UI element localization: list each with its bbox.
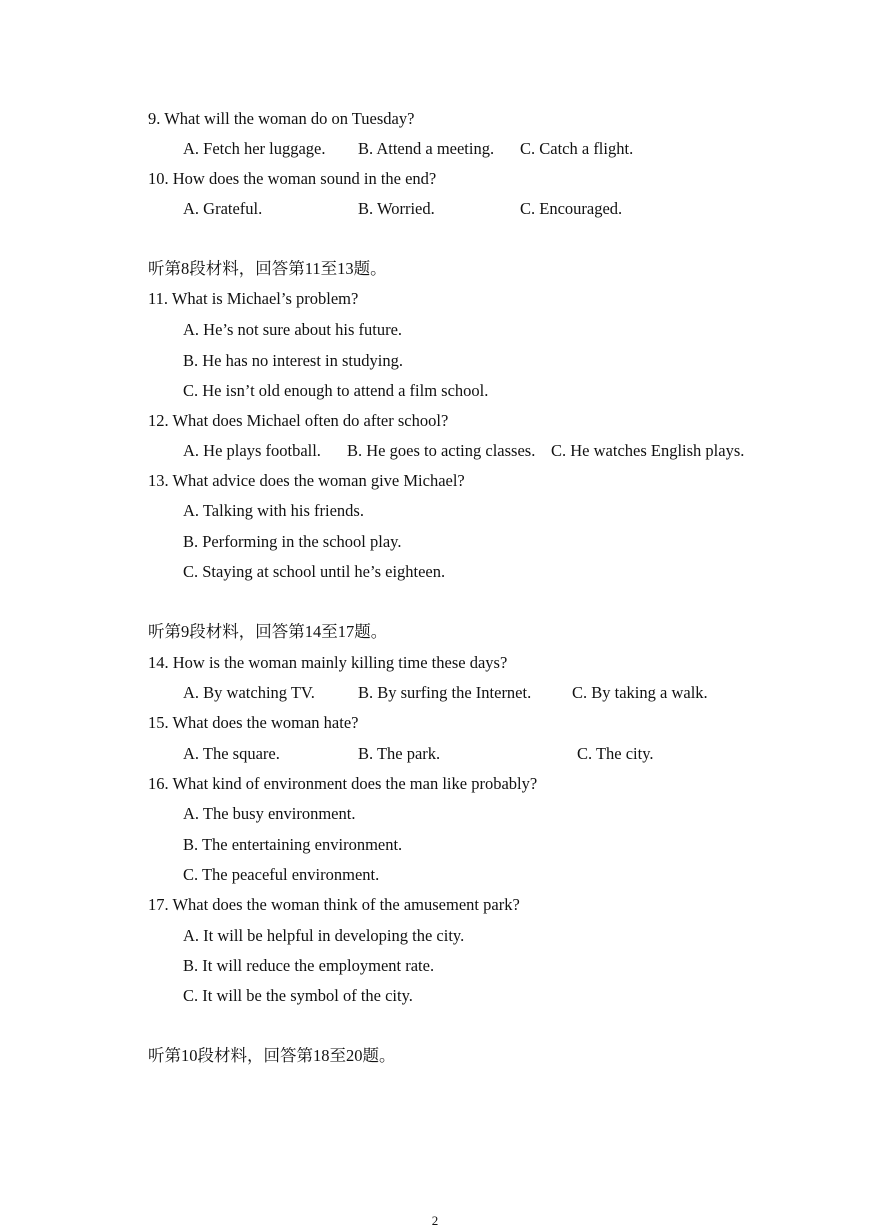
question-12: 12. What does Michael often do after school? [148, 411, 449, 430]
option-a: A. It will be helpful in developing the city. [183, 926, 465, 945]
option-b: B. The entertaining environment. [183, 835, 403, 854]
option-b: B. He goes to acting classes. [347, 441, 536, 460]
page-number: 2 [431, 1213, 439, 1228]
option-a: A. He plays football. [183, 441, 321, 460]
option-c: C. By taking a walk. [572, 683, 708, 702]
option-a: A. The busy environment. [183, 804, 356, 823]
option-c: C. Encouraged. [520, 199, 623, 218]
question-16: 16. What kind of environment does the man like probably? [148, 774, 538, 793]
option-b: B. Worried. [358, 199, 435, 218]
option-c: C. The peaceful environment. [183, 865, 380, 884]
option-b: B. He has no interest in studying. [183, 351, 403, 370]
question-13: 13. What advice does the woman give Michael? [148, 471, 465, 490]
question-17: 17. What does the woman think of the amusement park? [148, 895, 520, 914]
section-heading-8: 听第8段材料，回答第11至13题。 [148, 259, 387, 278]
option-c: C. He isn’t old enough to attend a film school. [183, 381, 489, 400]
question-9: 9. What will the woman do on Tuesday? [148, 109, 415, 128]
option-c: C. Staying at school until he’s eighteen. [183, 562, 446, 581]
option-b: B. Attend a meeting. [358, 139, 495, 158]
question-15: 15. What does the woman hate? [148, 713, 359, 732]
section-heading-9: 听第9段材料，回答第14至17题。 [148, 622, 388, 641]
question-11: 11. What is Michael’s problem? [148, 289, 359, 308]
option-c: C. The city. [577, 744, 654, 763]
option-b: B. It will reduce the employment rate. [183, 956, 435, 975]
option-c: C. It will be the symbol of the city. [183, 986, 413, 1005]
option-c: C. Catch a flight. [520, 139, 634, 158]
option-b: B. The park. [358, 744, 441, 763]
option-b: B. Performing in the school play. [183, 532, 402, 551]
option-a: A. The square. [183, 744, 280, 763]
question-14: 14. How is the woman mainly killing time these days? [148, 653, 508, 672]
option-a: A. He’s not sure about his future. [183, 320, 403, 339]
option-a: A. Fetch her luggage. [183, 139, 326, 158]
option-c: C. He watches English plays. [551, 441, 745, 460]
option-a: A. By watching TV. [183, 683, 315, 702]
section-heading-10: 听第10段材料，回答第18至20题。 [148, 1046, 396, 1065]
option-b: B. By surfing the Internet. [358, 683, 532, 702]
option-a: A. Talking with his friends. [183, 501, 364, 520]
question-10: 10. How does the woman sound in the end? [148, 169, 437, 188]
option-a: A. Grateful. [183, 199, 263, 218]
